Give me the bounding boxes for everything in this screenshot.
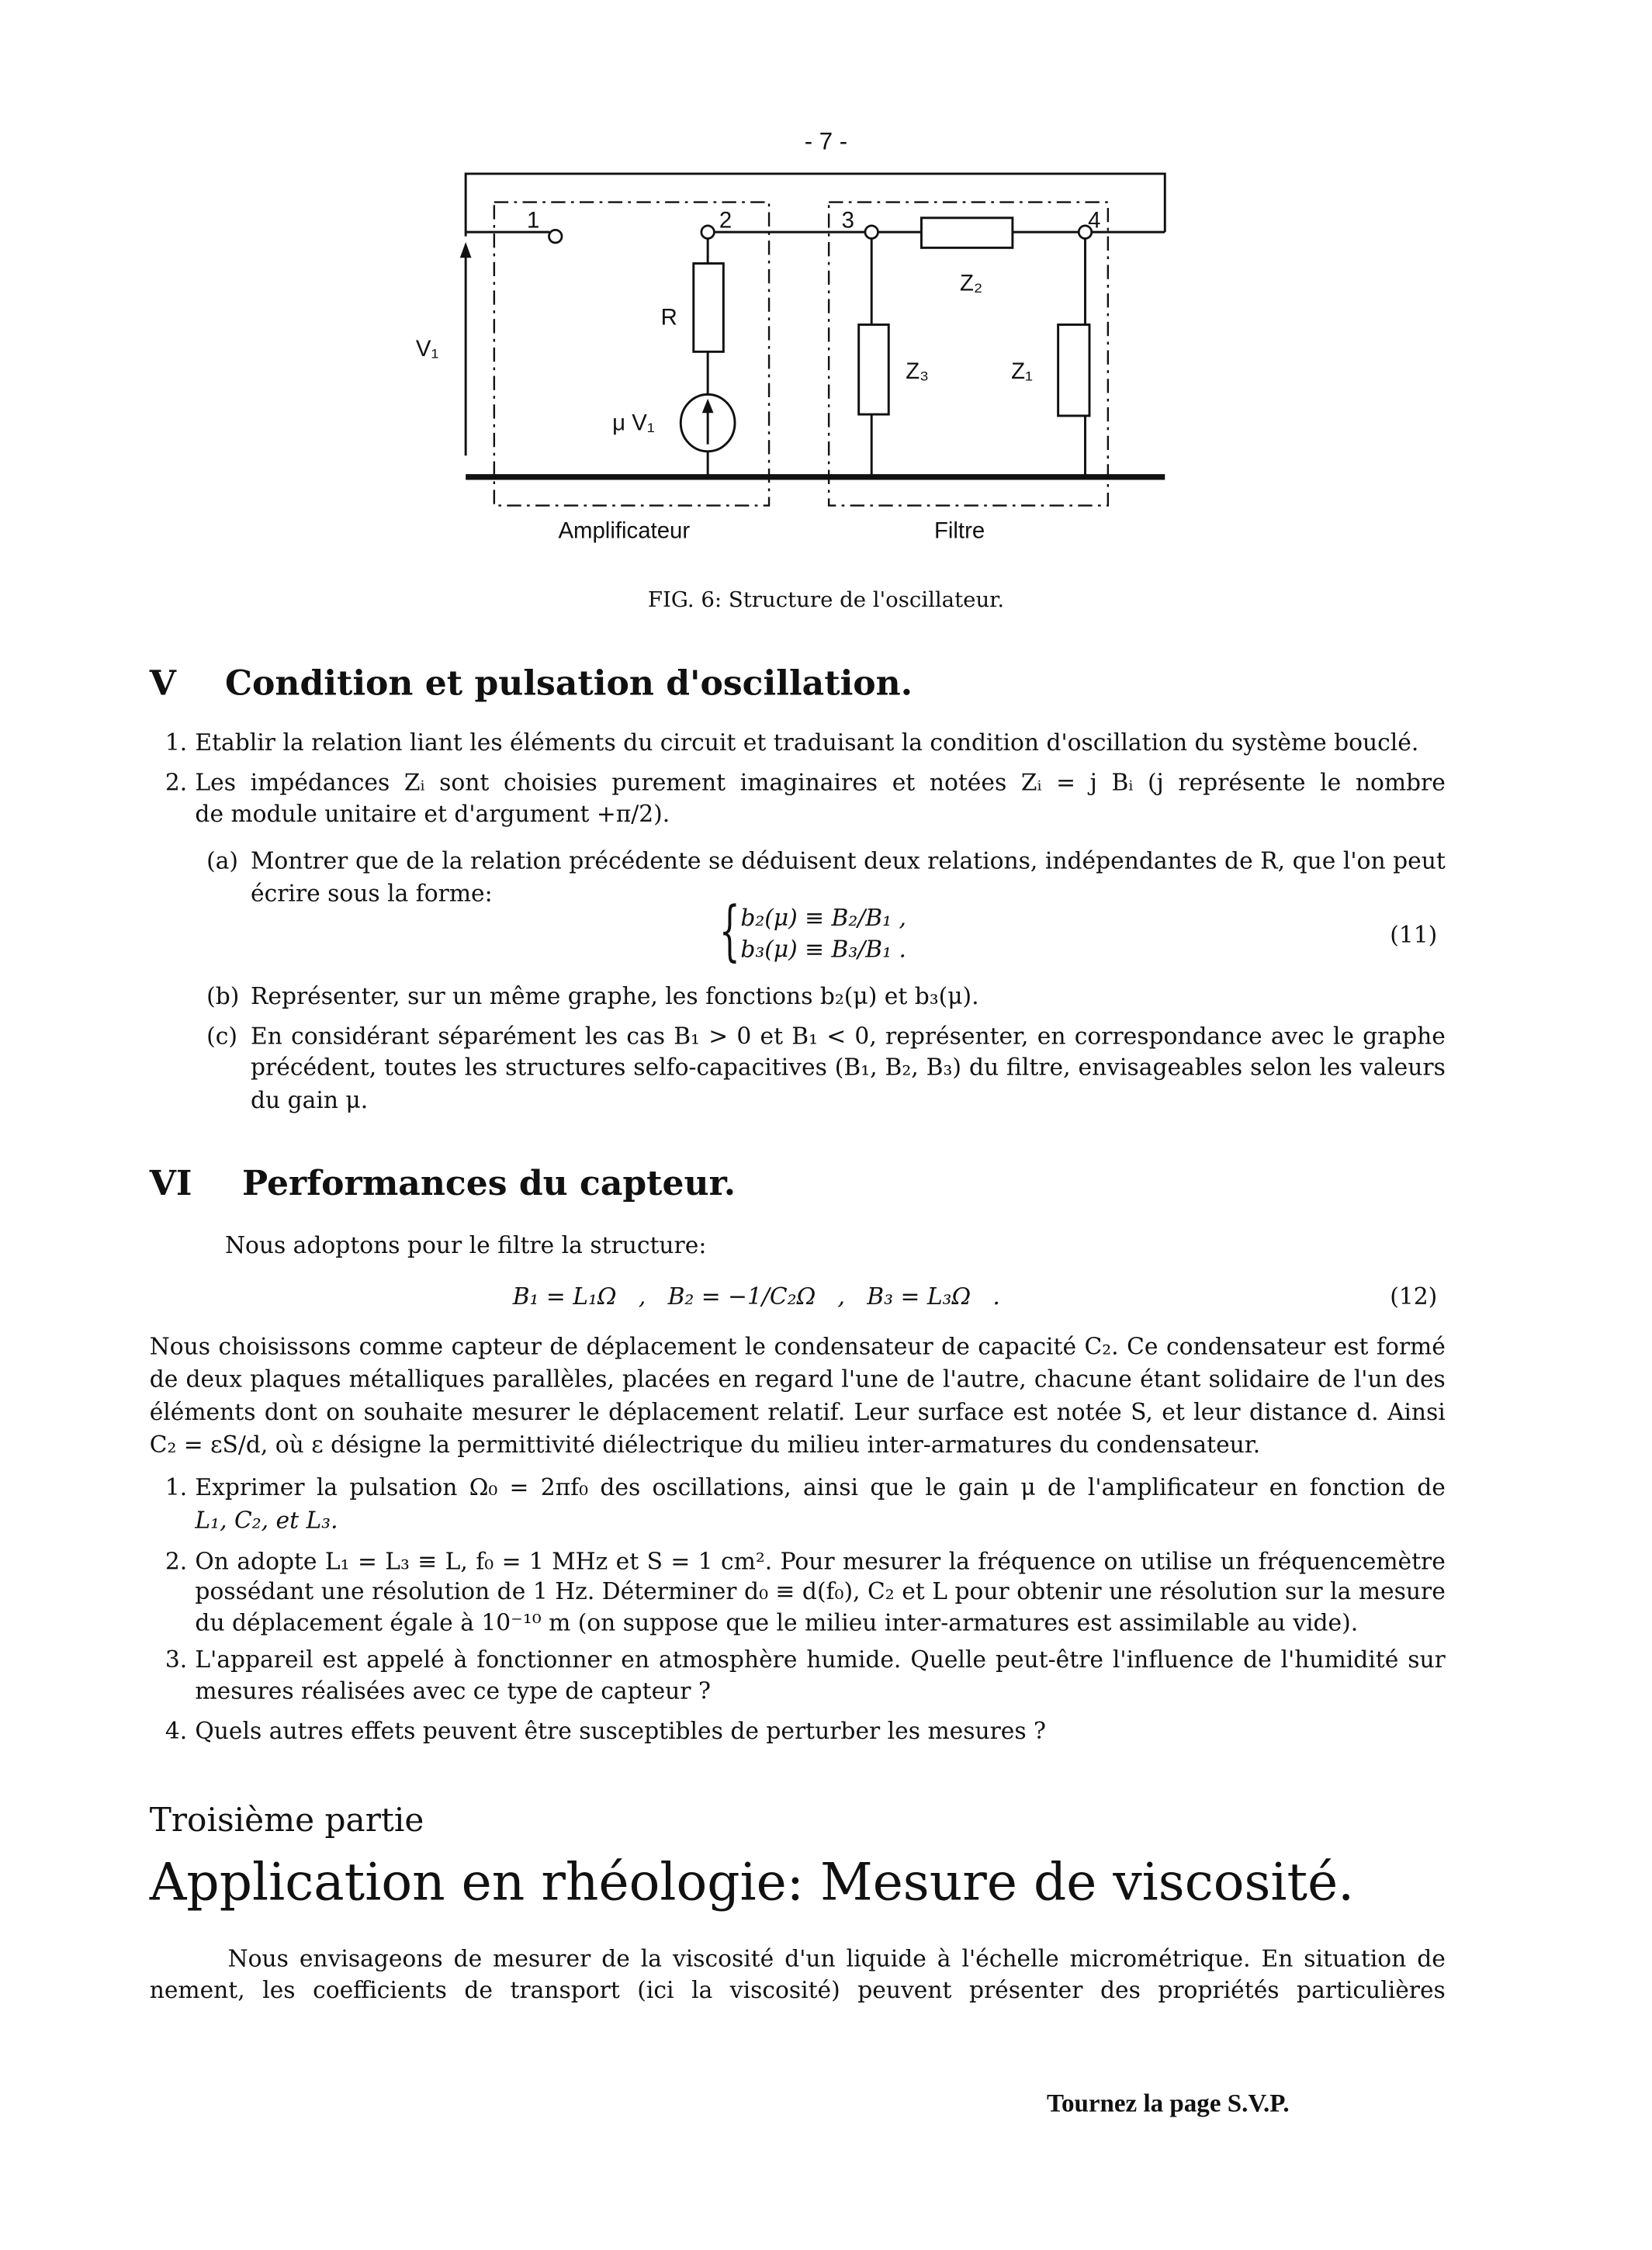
list-item: L'appareil est appelé à fonctionner en atmosphère humide. Quelle peut-être l'influence de l'humidité sur: [195, 1646, 1446, 1674]
section-v-title: Condition et pulsation d'oscillation.: [224, 662, 913, 704]
paragraph-line: Nous choisissons comme capteur de déplacement le condensateur de capacité C₂. Ce condensateur est formé: [149, 1332, 1446, 1360]
list-number: 3.: [165, 1646, 188, 1674]
sub-item: Représenter, sur un même graphe, les fonctions b₂(μ) et b₃(μ).: [251, 982, 979, 1010]
node-1-label: 1: [527, 207, 540, 234]
list-item: possédant une résolution de 1 Hz. Déterminer d₀ ≡ d(f₀), C₂ et L pour obtenir une résolution sur la mesure: [195, 1577, 1446, 1605]
section-vi-number: VI: [149, 1161, 192, 1203]
list-item: de module unitaire et d'argument +π/2).: [195, 800, 670, 828]
turn-page-note: Tournez la page S.V.P.: [1046, 2089, 1290, 2118]
sub-item-label: (c): [206, 1022, 237, 1050]
sub-item: écrire sous la forme:: [251, 880, 493, 908]
paragraph-line: nement, les coefficients de transport (ici la viscosité) peuvent présenter des propriétés particulières: [149, 1976, 1446, 2004]
list-number: 1.: [165, 1473, 188, 1501]
r-label: R: [660, 304, 677, 331]
page-number: - 7 -: [804, 128, 848, 156]
sub-item: précédent, toutes les structures selfo-capacitives (B₁, B₂, B₃) du filtre, envisageables selon les valeurs: [251, 1054, 1446, 1081]
source-label: μ V₁: [612, 410, 655, 436]
amplifier-label: Amplificateur: [558, 518, 691, 544]
list-number: 1.: [165, 729, 188, 756]
z2-label: Z₂: [959, 270, 983, 296]
oscillator-circuit-diagram: [0, 0, 1652, 598]
resistor-r: [694, 264, 724, 352]
equation-12: B₁ = L₁Ω , B₂ = −1/C₂Ω , B₃ = L₃Ω .: [512, 1282, 1000, 1310]
z2-impedance: [921, 218, 1012, 248]
node-4-label: 4: [1088, 207, 1101, 234]
sub-item: En considérant séparément les cas B₁ > 0 et B₁ < 0, représenter, en correspondance avec le graphe: [251, 1022, 1446, 1050]
list-item: On adopte L₁ = L₃ ≡ L, f₀ = 1 MHz et S = 1 cm². Pour mesurer la fréquence on utilise un fréquencemètre: [195, 1547, 1446, 1575]
list-item: mesures réalisées avec ce type de capteur ?: [195, 1677, 711, 1705]
list-number: 2.: [165, 769, 188, 796]
section-vi-title: Performances du capteur.: [242, 1161, 736, 1203]
sub-item: Montrer que de la relation précédente se déduisent deux relations, indépendantes de R, que l'on peut: [251, 847, 1446, 874]
filter-label: Filtre: [933, 518, 985, 544]
paragraph-line: C₂ = εS/d, où ε désigne la permittivité diélectrique du milieu inter-armatures du condensateur.: [149, 1431, 1261, 1459]
list-item: Exprimer la pulsation Ω₀ = 2πf₀ des oscillations, ainsi que le gain μ de l'amplificateur en fonction de: [195, 1473, 1446, 1501]
section-v-number: V: [149, 662, 176, 704]
part-label: Troisième partie: [149, 1802, 424, 1840]
equation-brace: {: [719, 891, 740, 969]
z3-label: Z₃: [906, 358, 930, 385]
v1-label: V₁: [415, 335, 439, 362]
node-2-label: 2: [719, 207, 732, 234]
equation-number: (12): [1390, 1282, 1438, 1310]
equation-11-line-2: b₃(μ) ≡ B₃/B₁ .: [740, 935, 906, 963]
z3-impedance: [859, 324, 889, 414]
sub-item-label: (a): [206, 847, 239, 874]
list-item: Quels autres effets peuvent être susceptibles de perturber les mesures ?: [195, 1717, 1046, 1745]
list-item: Etablir la relation liant les éléments du circuit et traduisant la condition d'oscillation du système bouclé.: [195, 729, 1419, 756]
list-item: Les impédances Zᵢ sont choisies purement imaginaires et notées Zᵢ = j Bᵢ (j représente le nombre: [195, 769, 1446, 796]
list-number: 2.: [165, 1547, 188, 1575]
part-title: Application en rhéologie: Mesure de viscosité.: [149, 1854, 1355, 1912]
list-item: du déplacement égale à 10⁻¹⁰ m (on suppose que le milieu inter-armatures est assimilable au vide).: [195, 1608, 1359, 1636]
sub-item: du gain μ.: [251, 1086, 369, 1114]
figure-caption: FIG. 6: Structure de l'oscillateur.: [647, 587, 1005, 613]
intro-text: Nous adoptons pour le filtre la structure:: [224, 1231, 707, 1259]
z1-label: Z₁: [1011, 358, 1033, 385]
equation-number: (11): [1390, 921, 1438, 949]
amplifier-boundary: [494, 202, 769, 506]
sub-item-label: (b): [206, 982, 240, 1010]
list-item: L₁, C₂, et L₃.: [195, 1506, 338, 1534]
z1-impedance: [1058, 324, 1089, 415]
node-3-label: 3: [841, 207, 855, 234]
paragraph-line: de deux plaques métalliques parallèles, placées en regard l'une de l'autre, chacune étant solidaire de l'un des: [149, 1366, 1446, 1393]
equation-11-line-1: b₂(μ) ≡ B₂/B₁ ,: [740, 904, 906, 932]
paragraph-line: éléments dont on souhaite mesurer le déplacement relatif. Leur surface est notée S, et leur distance d. Ainsi: [149, 1398, 1446, 1426]
list-number: 4.: [165, 1717, 188, 1745]
paragraph-line: Nous envisageons de mesurer de la viscosité d'un liquide à l'échelle micrométrique. En situation de: [227, 1945, 1446, 1972]
